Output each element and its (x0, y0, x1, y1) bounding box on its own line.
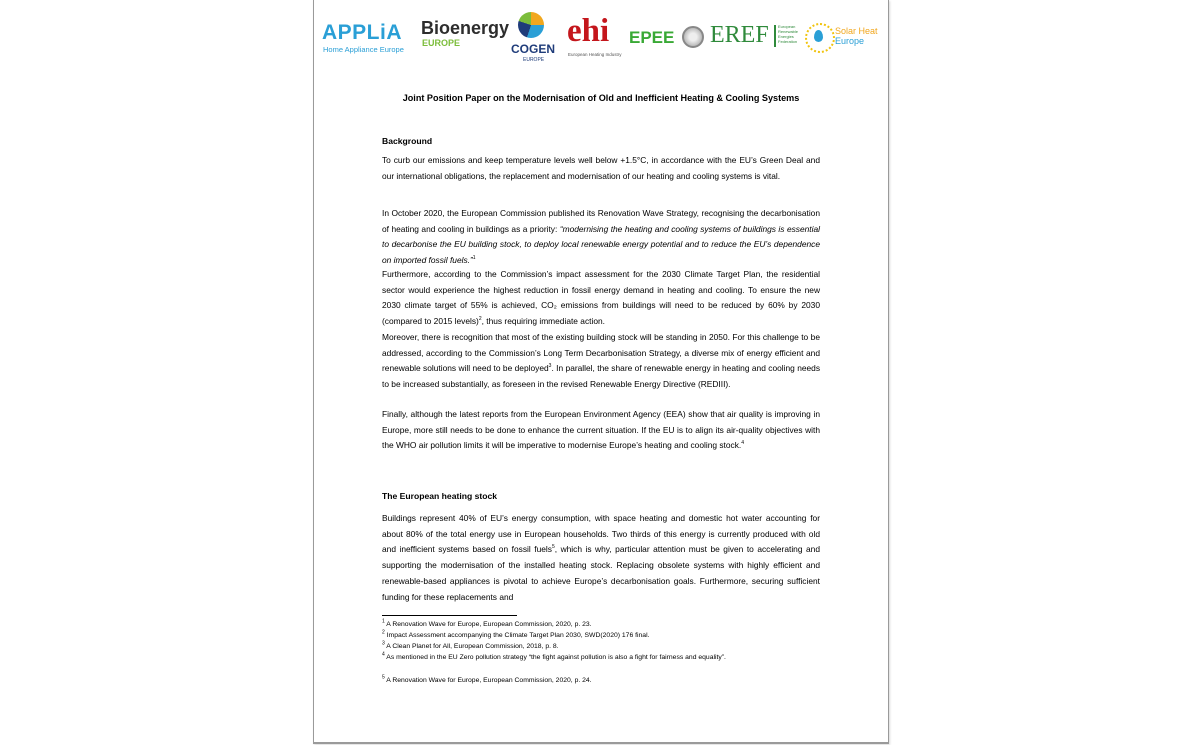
cogen-swirl-icon (518, 12, 544, 38)
paragraph: In October 2020, the European Commission published its Renovation Wave Strategy, recognising the decarbonisation of heating and cooling in buildings as a priority: “modernising the heating and cooling systems of buildings is essential to decarbonise the EU building stock, to deploy local renewable energy potential and to reduce the EU’s dependence on imported fossil fuels.”$^1$ (382, 208, 821, 266)
section-heading-background: Background (382, 136, 433, 146)
section-heading-heating-stock: The European heating stock (382, 491, 498, 501)
document-page (313, 0, 889, 744)
footnote-ref[interactable]: 2 (478, 316, 482, 323)
footnote-ref[interactable]: 5 (551, 544, 555, 551)
document-title: Joint Position Paper on the Modernisation of Old and Inefficient Heating & Cooling Systems (402, 93, 800, 103)
footnote-ref[interactable]: 4 (741, 440, 744, 447)
footnote: $^2$ Impact Assessment accompanying the Climate Target Plan 2030, SWD(2020) 176 final. (382, 629, 650, 639)
footnote-ref[interactable]: 1 (472, 255, 476, 262)
paragraph: To curb our emissions and keep temperature levels well below +1.5°C, in accordance with the EU’s Green Deal and our international obligations, the replacement and modernisation of our heating and cooling systems is vital. (382, 155, 820, 181)
eref-divider (774, 25, 776, 47)
logo-strip: APPLiA Home Appliance Europe Bioenergy EUROPE COGEN EUROPE ehi European Heating Industry EPEE EREF European Renewable Energies Federation Solar Heat Europe (322, 13, 878, 63)
footnote: $^4$ As mentioned in the EU Zero pollution strategy “the fight against pollution is also a fight for fairness and equality”. (382, 651, 726, 661)
quote-text: “modernising the heating and cooling systems of buildings is essential to decarbonise the EU building stock, to deploy local renewable energy potential and to reduce the EU’s dependence on imported fossil fuels.” (382, 223, 821, 266)
paragraph: Buildings represent 40% of EU’s energy consumption, with space heating and domestic hot water accounting for about 80% of the total energy use in European households. Two thirds of this energy is currently produced with old and inefficient systems based on fossil fuels$^5$, which is why, particular attention must be given to accelerating and supporting the modernisation of the installed heating stock. Replacing obsolete systems with highly efficient and renewable-based appliances is pivotal to achieve Europe’s decarbonisation goals. Furthermore, securing sufficient funding for these replacements and (382, 513, 820, 602)
paragraph: Finally, although the latest reports from the European Environment Agency (EEA) show that air quality is improving in Europe, more still needs to be done to enhance the current situation. If the EU is to align its air-quality objectives with the WHO air pollution limits it will be imperative to modernise Europe’s heating and cooling stock.$^4$ (382, 409, 820, 451)
footnote: $^5$ A Renovation Wave for Europe, European Commission, 2020, p. 24. (382, 674, 592, 684)
footnote: $^3$ A Clean Planet for All, European Commission, 2018, p. 8. (382, 640, 559, 650)
paragraph: Moreover, there is recognition that most of the existing building stock will be standing in 2050. For this challenge to be addressed, according to the Commission’s Long Term Decarbonisation Strategy, a diverse mix of energy efficient and renewable solutions will need to be deployed$^3$. In parallel, the share of renewable energy in heating and cooling needs to be increased substantially, as foreseen in the revised Renewable Energy Directive (REDIII). (382, 332, 821, 390)
water-drop-icon (814, 30, 823, 42)
footnote-separator (382, 615, 517, 616)
globe-icon (682, 26, 704, 48)
paragraph: Furthermore, according to the Commission’s impact assessment for the 2030 Climate Target Plan, the residential sector would experience the highest reduction in fossil energy demand in heating and cooling. To ensure the new 2030 climate target of 55% is achieved, CO₂ emissions from buildings will need to be reduced by 60% by 2030 (compared to 2015 levels)$^2$, thus requiring immediate action. (382, 269, 820, 327)
footnote: $^1$ A Renovation Wave for Europe, European Commission, 2020, p. 23. (382, 618, 592, 628)
footnote-ref[interactable]: 3 (548, 363, 552, 370)
